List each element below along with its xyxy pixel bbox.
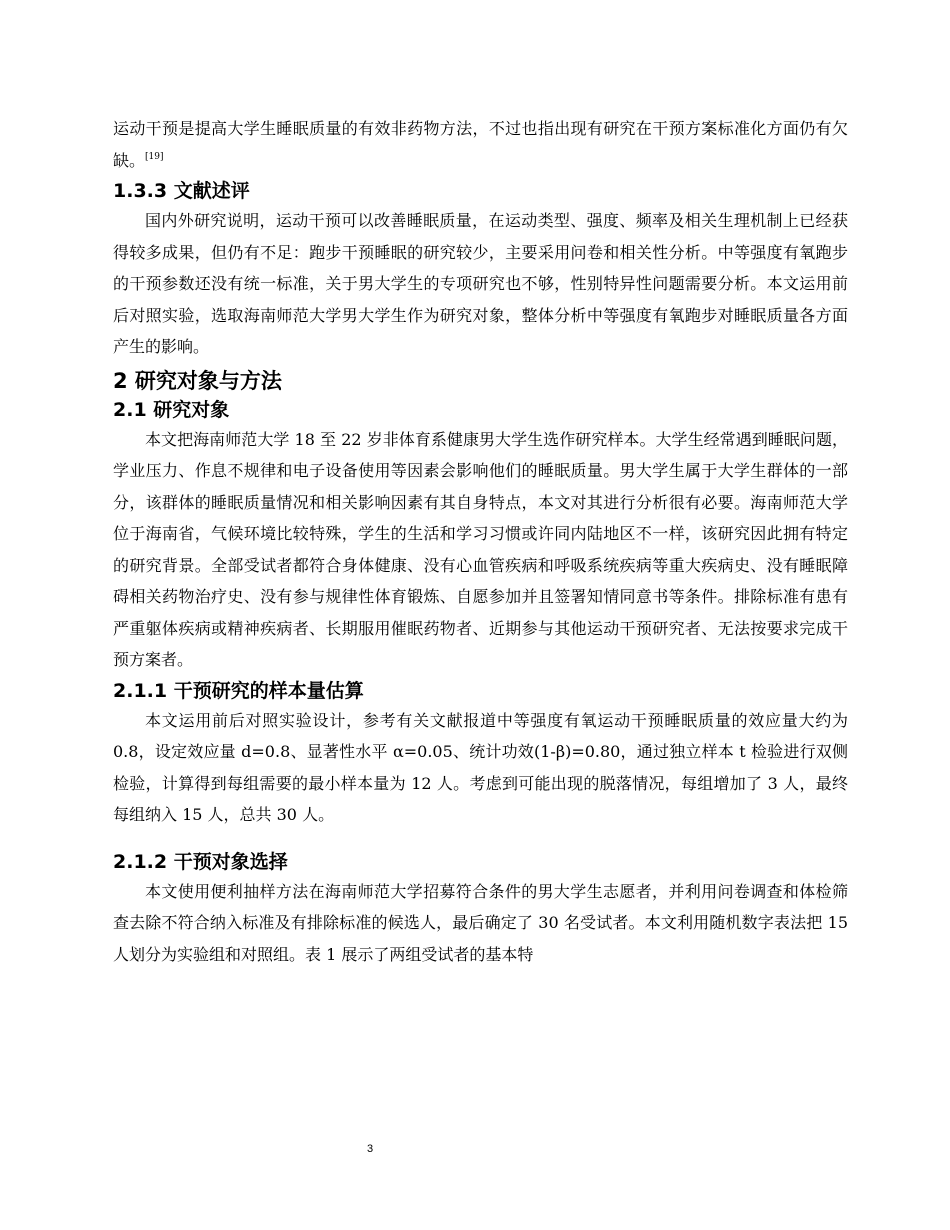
intro-tail-text: 运动干预是提高大学生睡眠质量的有效非药物方法，不过也指出现有研究在干预方案标准化方面仍有欠缺。	[113, 119, 848, 170]
citation-marker: [19]	[145, 151, 164, 162]
heading-2-1: 2.1 研究对象	[113, 398, 230, 421]
literature-review-paragraph: 国内外研究说明，运动干预可以改善睡眠质量，在运动类型、强度、频率及相关生理机制上已经获得较多成果，但仍有不足：跑步干预睡眠的研究较少，主要采用问卷和相关性分析。中等强度有氧跑步的干预参数还没有统一标准，关于男大学生的专项研究也不够，性别特异性问题需要分析。本文运用前后对照实验，选取海南师范大学男大学生作为研究对象，整体分析中等强度有氧跑步对睡眠质量各方面产生的影响。	[113, 211, 848, 356]
page-body	[113, 113, 848, 970]
heading-2-1-2: 2.1.2 干预对象选择	[113, 850, 288, 873]
subject-selection-paragraph: 本文使用便利抽样方法在海南师范大学招募符合条件的男大学生志愿者，并利用问卷调查和体检筛查去除不符合纳入标准及有排除标准的候选人，最后确定了 30 名受试者。本文利用随机数字表法把 15 人划分为实验组和对照组。表 1 展示了两组受试者的基本特	[113, 881, 848, 964]
heading-2-1-1: 2.1.1 干预研究的样本量估算	[113, 679, 364, 702]
research-subjects-paragraph: 本文把海南师范大学 18 至 22 岁非体育系健康男大学生选作研究样本。大学生经常遇到睡眠问题，学业压力、作息不规律和电子设备使用等因素会影响他们的睡眠质量。男大学生属于大学生群体的一部分，该群体的睡眠质量情况和相关影响因素有其自身特点，本文对其进行分析很有必要。海南师范大学位于海南省，气候环境比较特殊，学生的生活和学习习惯或许同内陆地区不一样，该研究因此拥有特定的研究背景。全部受试者都符合身体健康、没有心血管疾病和呼吸系统疾病等重大疾病史、没有睡眠障碍相关药物治疗史、没有参与规律性体育锻炼、自愿参加并且签署知情同意书等条件。排除标准有患有严重躯体疾病或精神疾病者、长期服用催眠药物者、近期参与其他运动干预研究者、无法按要求完成干预方案者。	[113, 429, 848, 669]
intro-tail-paragraph	[113, 113, 848, 176]
heading-1-3-3: 1.3.3 文献述评	[113, 180, 250, 202]
sample-size-paragraph: 本文运用前后对照实验设计，参考有关文献报道中等强度有氧运动干预睡眠质量的效应量大约为 0.8，设定效应量 d=0.8、显著性水平 α=0.05、统计功效(1-β)=0.80，通过独立样本 t 检验进行双侧检验，计算得到每组需要的最小样本量为 12 人。考虑到可能出现的脱落情况，每组增加了 3 人，最终每组纳入 15 人，总共 30 人。	[113, 710, 848, 824]
page-number: 3	[366, 1143, 374, 1155]
heading-2: 2 研究对象与方法	[113, 368, 282, 393]
